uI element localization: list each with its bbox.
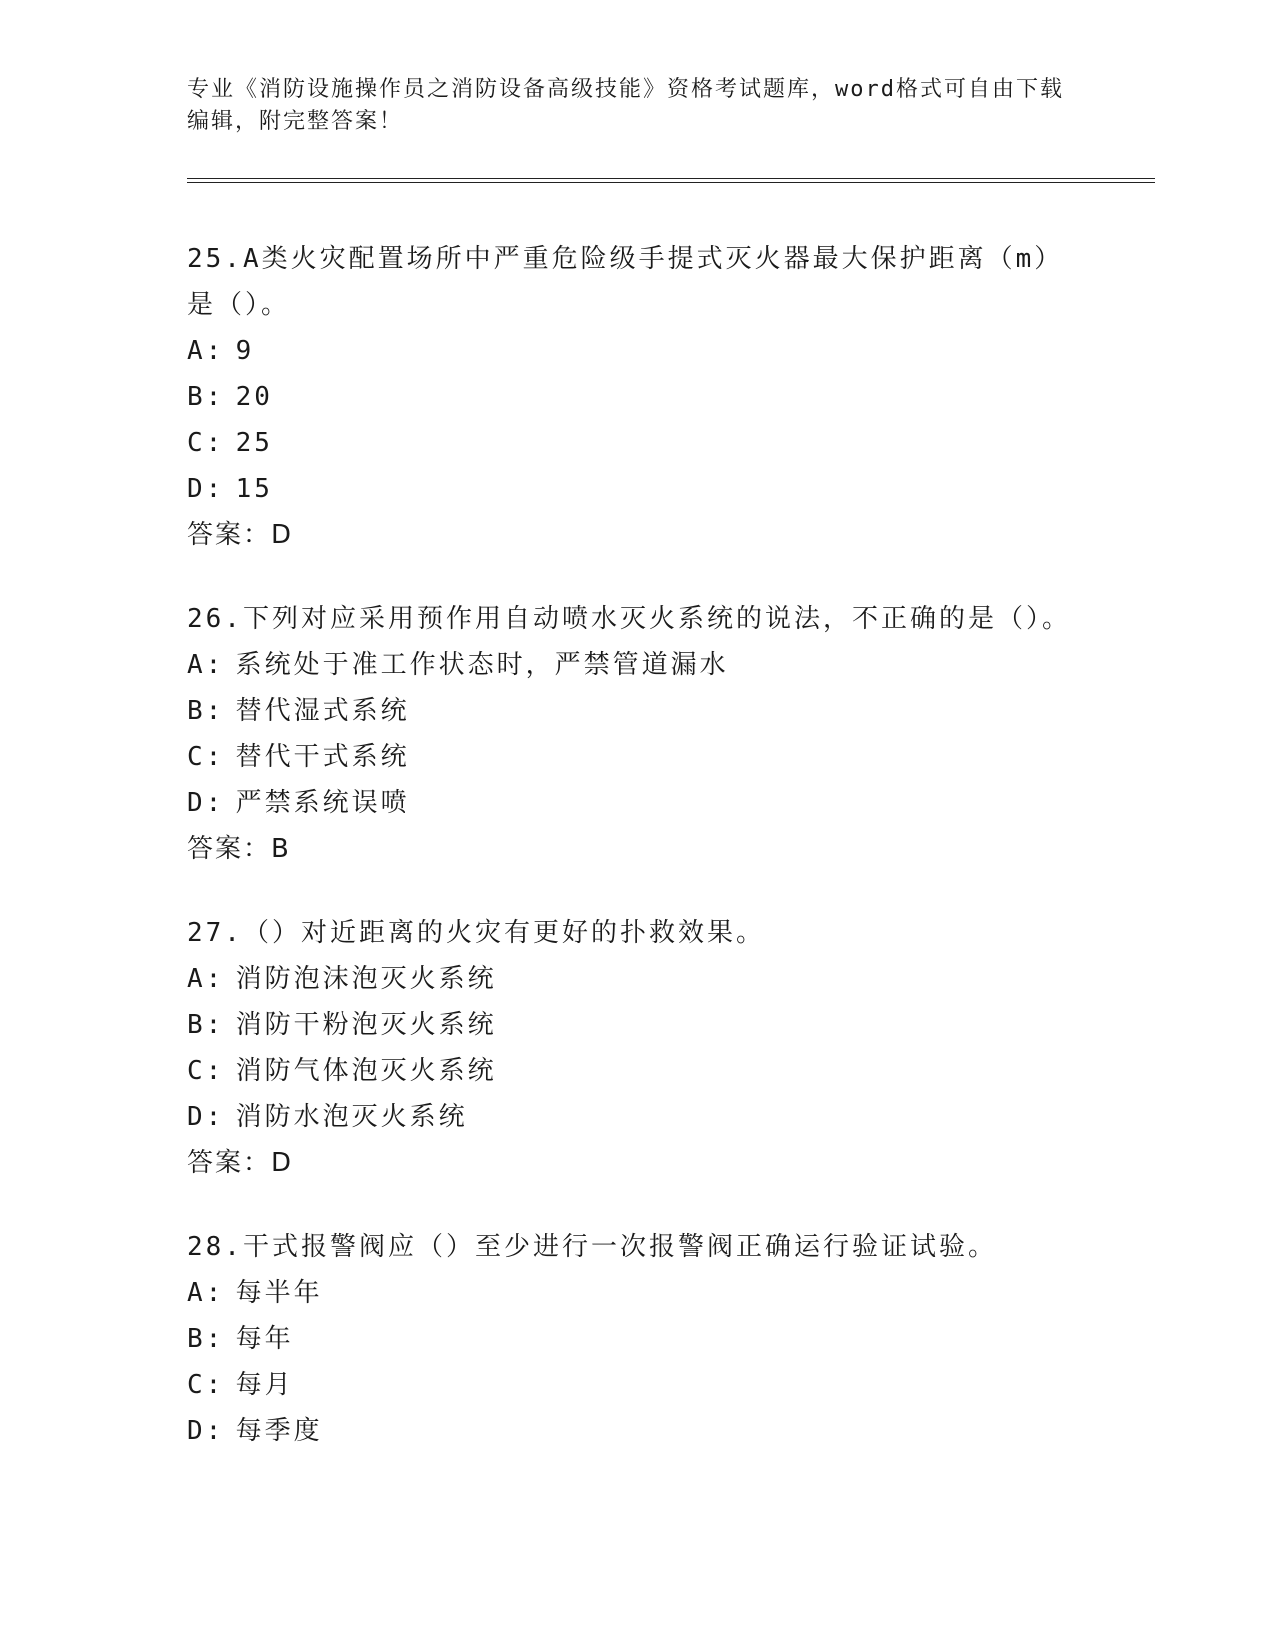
option-d: D: 消防水泡灭火系统: [187, 1102, 468, 1132]
header-text: 专业《消防设施操作员之消防设备高级技能》资格考试题库，word格式可自由下载编辑，附完整答案！: [187, 77, 1064, 134]
answer-line: 答案：D: [187, 1148, 294, 1178]
option-d: D: 每季度: [187, 1416, 323, 1446]
answer-value: B: [271, 834, 291, 864]
question-list: [187, 236, 1087, 1492]
option-a: A: 每半年: [187, 1278, 323, 1308]
option-c: C: 25: [187, 428, 273, 458]
option-c: C: 每月: [187, 1370, 294, 1400]
question-28: [187, 1224, 1087, 1454]
answer-value: D: [271, 520, 294, 550]
option-c: C: 替代干式系统: [187, 742, 410, 772]
question-27: [187, 910, 1087, 1186]
question-stem: 25.A类火灾配置场所中严重危险级手提式灭火器最大保护距离（m）是（）。: [187, 244, 1064, 320]
question-stem: 27.（）对近距离的火灾有更好的扑救效果。: [187, 918, 765, 948]
option-a: A: 系统处于准工作状态时，严禁管道漏水: [187, 650, 729, 680]
document-header: [187, 74, 1087, 138]
option-b: B: 替代湿式系统: [187, 696, 410, 726]
option-a: A: 9: [187, 336, 255, 366]
option-d: D: 严禁系统误喷: [187, 788, 410, 818]
option-d: D: 15: [187, 474, 273, 504]
answer-line: 答案：D: [187, 520, 294, 550]
question-25: [187, 236, 1087, 558]
question-stem: 28.干式报警阀应（）至少进行一次报警阀正确运行验证试验。: [187, 1232, 997, 1262]
option-c: C: 消防气体泡灭火系统: [187, 1056, 497, 1086]
option-b: B: 20: [187, 382, 273, 412]
header-divider: [187, 178, 1155, 183]
answer-value: D: [271, 1148, 294, 1178]
question-stem: 26.下列对应采用预作用自动喷水灭火系统的说法，不正确的是（）。: [187, 604, 1071, 634]
option-a: A: 消防泡沫泡灭火系统: [187, 964, 497, 994]
option-b: B: 每年: [187, 1324, 294, 1354]
question-26: [187, 596, 1087, 872]
answer-line: 答案：B: [187, 834, 291, 864]
option-b: B: 消防干粉泡灭火系统: [187, 1010, 497, 1040]
